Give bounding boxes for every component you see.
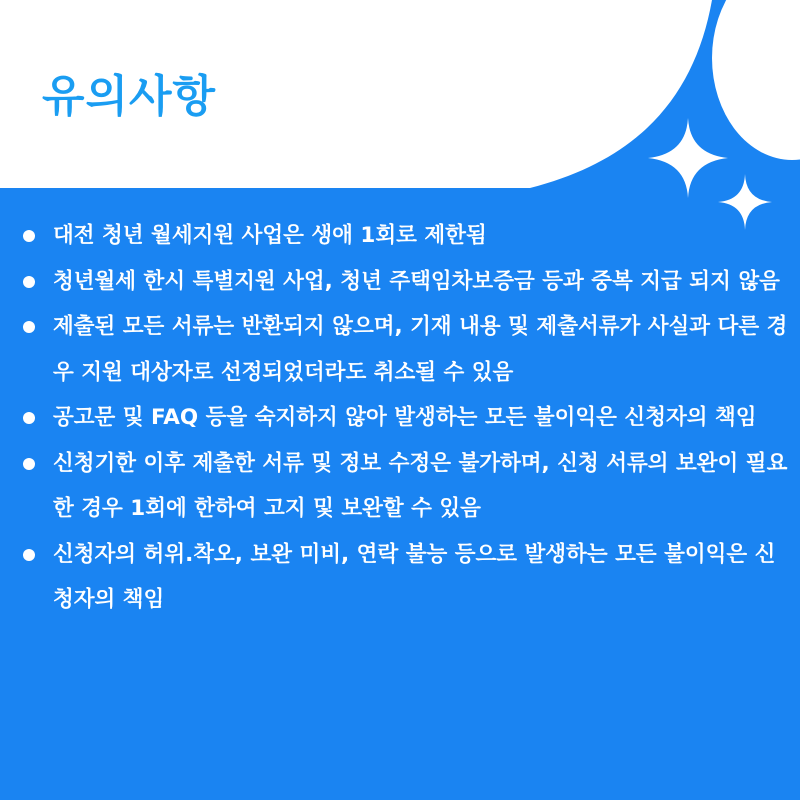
list-item	[20, 304, 790, 395]
list-item	[20, 395, 790, 441]
bullet-icon	[23, 549, 35, 561]
notice-text: 대전 청년 월세지원 사업은 생애 1회로 제한됨	[53, 223, 487, 248]
list-item	[20, 532, 790, 623]
notice-list	[20, 213, 790, 623]
bullet-icon	[23, 230, 35, 242]
notice-text: 제출된 모든 서류는 반환되지 않으며, 기재 내용 및 제출서류가 사실과 다른 경우 지원 대상자로 선정되었더라도 취소될 수 있음	[53, 314, 788, 385]
bullet-icon	[23, 412, 35, 424]
bullet-icon	[23, 276, 35, 288]
list-item	[20, 259, 790, 305]
notice-text: 신청자의 허위.착오, 보완 미비, 연락 불능 등으로 발생하는 모든 불이익은 신청자의 책임	[53, 541, 776, 612]
list-item	[20, 441, 790, 532]
list-item	[20, 213, 790, 259]
notice-text: 청년월세 한시 특별지원 사업, 청년 주택임차보증금 등과 중복 지급 되지 않음	[53, 268, 780, 294]
notice-text: 신청기한 이후 제출한 서류 및 정보 수정은 불가하며, 신청 서류의 보완이 필요한 경우 1회에 한하여 고지 및 보완할 수 있음	[53, 450, 788, 521]
bullet-icon	[23, 458, 35, 470]
notice-text: 공고문 및 FAQ 등을 숙지하지 않아 발생하는 모든 불이익은 신청자의 책임	[53, 405, 757, 430]
page-title: 유의사항	[42, 71, 217, 122]
bullet-icon	[23, 321, 35, 333]
